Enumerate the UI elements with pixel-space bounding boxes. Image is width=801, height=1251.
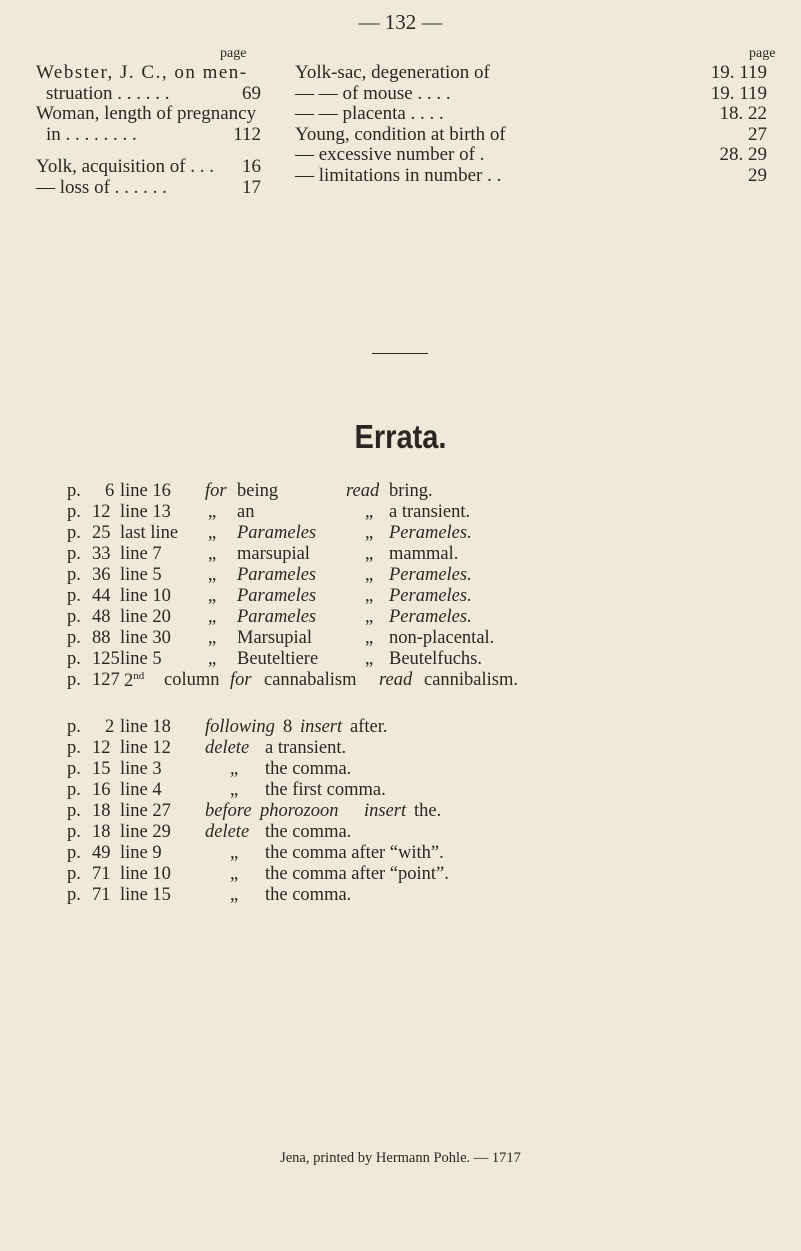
errata-page: 6 [105,481,115,501]
left-column-header: page [220,46,247,61]
index-entry [36,125,261,146]
errata-line: line 10 [120,586,171,606]
index-entry [295,125,767,146]
errata-title: Errata. [354,418,447,455]
errata-for: for [205,481,227,501]
errata-line: line 27 [120,801,171,821]
index-entry-text: — — of mouse . . . . [295,82,451,104]
index-entry-page: 69 [242,82,261,104]
errata-row [0,523,801,544]
errata-ditto: „ [365,607,374,627]
errata-ditto: „ [208,628,217,648]
errata-instruction: the first comma. [265,780,386,800]
errata-line: line 7 [120,544,162,564]
index-entry [295,84,767,105]
errata-row [0,670,801,691]
errata-page: 2 [105,717,115,737]
errata-row [0,628,801,649]
errata-p: p. [67,544,81,564]
index-entry-text: — — placenta . . . . [295,103,444,124]
index-entry [36,104,261,125]
errata-line: line 20 [120,607,171,627]
errata-row [0,607,801,628]
errata-word: phorozoon [260,801,339,821]
index-entry-page: 19. 119 [710,62,767,83]
index-entry [295,63,767,84]
errata-list-2 [0,717,801,917]
errata-row [0,843,801,864]
errata-row [0,502,801,523]
errata-word: 8 [283,717,293,737]
errata-list [0,481,801,691]
errata-p: p. [67,565,81,585]
errata-instruction: the comma. [265,822,352,842]
index-entry-text: in . . . . . . . . [46,123,137,145]
errata-ditto: „ [230,885,239,905]
errata-line: line 5 [120,565,162,585]
errata-p: p. [67,864,81,884]
errata-line: line 4 [120,780,162,800]
errata-line: line 16 [120,481,171,501]
errata-instruction: the comma. [265,885,352,905]
errata-row [0,717,801,738]
index-entry-text: — excessive number of . [295,144,485,165]
errata-row [0,864,801,885]
errata-verb: delete [205,822,250,842]
errata-line: line 15 [120,885,171,905]
errata-right: Perameles. [389,523,472,543]
errata-verb: insert [364,801,407,821]
errata-page: 49 [92,843,111,863]
errata-ditto: „ [365,649,374,669]
errata-ditto: „ [230,843,239,863]
index-entry-text: Woman, length of pregnancy [36,103,257,124]
index-entry-text: struation . . . . . . [46,82,170,104]
errata-row [0,738,801,759]
errata-right: bring. [389,481,433,501]
errata-page: 127 [92,670,120,690]
errata-row [0,780,801,801]
errata-instruction: the. [414,801,442,821]
index-entry-text: — loss of . . . . . . [36,176,167,198]
errata-right: Perameles. [389,586,472,606]
errata-ditto: „ [365,586,374,606]
errata-row [0,565,801,586]
errata-ditto: „ [230,780,239,800]
errata-p: p. [67,523,81,543]
errata-for: for [230,670,252,690]
errata-line: line 10 [120,864,171,884]
errata-p: p. [67,670,81,690]
index-entry [295,145,767,166]
errata-p: p. [67,586,81,606]
errata-right: a transient. [389,502,471,522]
errata-right: Beutelfuchs. [389,649,482,669]
errata-page: 71 [92,885,111,905]
errata-page: 44 [92,586,111,606]
errata-ditto: „ [365,544,374,564]
errata-ditto: „ [208,607,217,627]
errata-page: 48 [92,607,111,627]
index-entry-page: 28. 29 [719,144,767,165]
errata-line: line 29 [120,822,171,842]
errata-page: 33 [92,544,111,564]
errata-ditto: „ [208,586,217,606]
errata-wrong: Parameles [237,565,317,585]
errata-p: p. [67,738,81,758]
errata-page: 125 [92,649,120,669]
errata-p: p. [67,801,81,821]
errata-instruction: the comma. [265,759,352,779]
errata-p: p. [67,649,81,669]
index-entry-text: Yolk-sac, degeneration of [295,62,490,83]
errata-wrong: Parameles [237,607,317,627]
errata-instruction: the comma after “with”. [265,843,444,863]
errata-line: line 18 [120,717,171,737]
errata-line: line 9 [120,843,162,863]
errata-row [0,649,801,670]
index-entry [295,104,767,125]
errata-page: 88 [92,628,111,648]
errata-line: line 13 [120,502,171,522]
errata-read: read [379,670,413,690]
errata-ditto: „ [230,864,239,884]
errata-verb: before [205,801,252,821]
index-entry-text: Webster, J. C., on men- [36,62,248,83]
index-entry [36,178,261,199]
section-divider [372,353,428,354]
errata-page: 36 [92,565,111,585]
errata-instruction: after. [350,717,388,737]
index-entry-page: 112 [233,123,261,145]
errata-ditto: „ [208,544,217,564]
errata-p: p. [67,822,81,842]
index-entry [36,84,261,105]
errata-p: p. [67,502,81,522]
errata-verb: delete [205,738,250,758]
errata-line: line 12 [120,738,171,758]
index-entry-page: 29 [748,164,767,186]
errata-p: p. [67,885,81,905]
errata-ditto: „ [208,649,217,669]
index-entry-page: 19. 119 [710,82,767,104]
errata-ditto: „ [208,565,217,585]
index-entry [36,63,261,84]
errata-page: 18 [92,801,111,821]
errata-column-ordinal: 2nd [124,670,145,692]
errata-right: mammal. [389,544,459,564]
errata-right: Perameles. [389,565,472,585]
errata-ditto: „ [208,502,217,522]
errata-row [0,544,801,565]
errata-ditto: „ [365,523,374,543]
errata-p: p. [67,628,81,648]
errata-wrong: Parameles [237,523,317,543]
errata-verb: insert [300,717,343,737]
errata-row [0,801,801,822]
errata-right: cannibalism. [424,670,519,690]
errata-page: 18 [92,822,111,842]
errata-wrong: cannabalism [264,670,357,690]
errata-verb: following [205,717,275,737]
errata-p: p. [67,481,81,501]
index-entry-page: 16 [242,156,261,177]
errata-wrong: Marsupial [237,628,313,648]
errata-row [0,586,801,607]
index-left-column [36,63,261,198]
index-entry-text: — limitations in number . . [295,164,502,186]
errata-line: last line [120,523,179,543]
errata-p: p. [67,780,81,800]
errata-ditto: „ [365,502,374,522]
errata-wrong: marsupial [237,544,310,564]
errata-page: 16 [92,780,111,800]
errata-ditto: „ [365,565,374,585]
errata-ditto: „ [208,523,217,543]
errata-page: 12 [92,502,111,522]
index-entry-page: 27 [748,123,767,145]
errata-p: p. [67,759,81,779]
printer-imprint: Jena, printed by Hermann Pohle. — 1717 [280,1150,521,1166]
errata-wrong: an [237,502,255,522]
errata-page: 25 [92,523,111,543]
errata-p: p. [67,607,81,627]
errata-line: line 5 [120,649,162,669]
errata-line: line 3 [120,759,162,779]
errata-page: 15 [92,759,111,779]
errata-line: line 30 [120,628,171,648]
errata-instruction: a transient. [265,738,347,758]
errata-row [0,822,801,843]
errata-wrong: being [237,481,279,501]
errata-ditto: „ [230,759,239,779]
errata-row [0,885,801,906]
index-right-column [295,63,767,186]
errata-row [0,759,801,780]
errata-page: 12 [92,738,111,758]
errata-row [0,481,801,502]
index-entry-page: 17 [242,176,261,198]
errata-wrong: Parameles [237,586,317,606]
errata-read: read [346,481,380,501]
errata-p: p. [67,843,81,863]
right-column-header: page [749,46,776,61]
errata-ditto: „ [365,628,374,648]
index-entry [295,166,767,187]
index-entry-text: Young, condition at birth of [295,123,506,145]
errata-right: non-placental. [389,628,495,648]
index-entry [36,157,261,178]
errata-instruction: the comma after “point”. [265,864,449,884]
index-entry-page: 18. 22 [719,103,767,124]
errata-wrong: Beuteltiere [237,649,319,669]
errata-page: 71 [92,864,111,884]
errata-right: Perameles. [389,607,472,627]
errata-column-word: column [164,670,220,690]
errata-p: p. [67,717,81,737]
page-number: — 132 — [358,10,443,34]
index-entry-text: Yolk, acquisition of . . . [36,156,215,177]
